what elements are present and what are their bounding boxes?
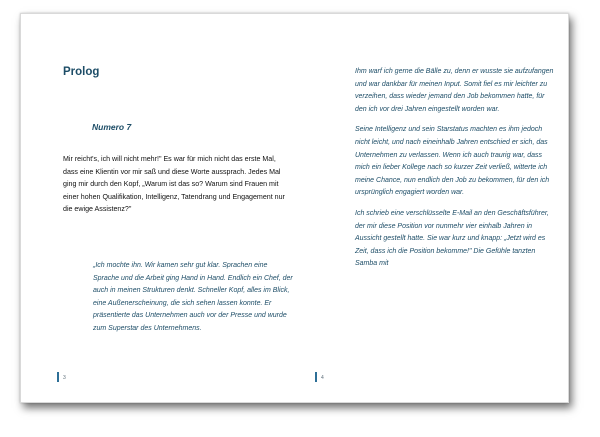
section-title: Numero 7 xyxy=(92,122,132,132)
right-paragraph: Seine Intelligenz und sein Starstatus machten es ihm jedoch nicht leicht, und nach eineinhalb Jahren entschied er sich, das Unternehmen zu verlassen. Wenn ich auch traurig war, dass mich ein lieber Kollege nach so kurzer Zeit verließ, witterte ich meine Chance, nun endlich den Job zu bekommen, für den ich ursprünglich engagiert worden war. xyxy=(355,126,550,197)
page-number-right: 4 xyxy=(321,375,324,381)
page-marker-right xyxy=(315,372,317,382)
chapter-title: Prolog xyxy=(63,66,100,78)
quote-paragraph: „Ich mochte ihn. Wir kamen sehr gut klar. Sprachen eine Sprache und die Arbeit ging Hand in Hand. Endlich ein Chef, der auch in meinen Strukturen denkt. Schneller Kopf, alles im Blick, eine Außenerscheinung, die sich sehen lassen konnte. Er präsentierte das Unternehmen auch vor der Presse und wurde zum Superstar des Unternehmens. xyxy=(93,262,293,332)
right-page-text xyxy=(355,66,555,279)
right-paragraph: Ihm warf ich gerne die Bälle zu, denn er wusste sie aufzufangen und war dankbar für meinen Input. Somit fiel es mir leichter zu verzeihen, dass wieder jemand den Job bekommen hatte, für den ich vor drei Jahren eingestellt worden war. xyxy=(355,68,554,113)
page-number-left: 3 xyxy=(63,375,66,381)
page-marker-left xyxy=(57,372,59,382)
lead-paragraph: Mir reicht's, ich will nicht mehr!" Es war für mich nicht das erste Mal, dass eine Klientin vor mir saß und diese Worte aussprach. Jedes Mal ging mir durch den Kopf, „Warum ist das so? Warum sind Frauen mit einer hohen Qualifikation, Intelligenz, Tatendrang und Engagement nur die ewige Assistenz?" xyxy=(63,155,285,214)
book-spread xyxy=(20,13,569,403)
right-paragraph: Ich schrieb eine verschlüsselte E-Mail an den Geschäftsführer, der mir diese Position vor nunmehr vier einhalb Jahren in Aussicht gestellt hatte. Sie war kurz und knapp: „Jetzt wird es Zeit, dass ich die Position bekomme!" Die Gefühle tanzten Samba mit xyxy=(355,209,549,268)
